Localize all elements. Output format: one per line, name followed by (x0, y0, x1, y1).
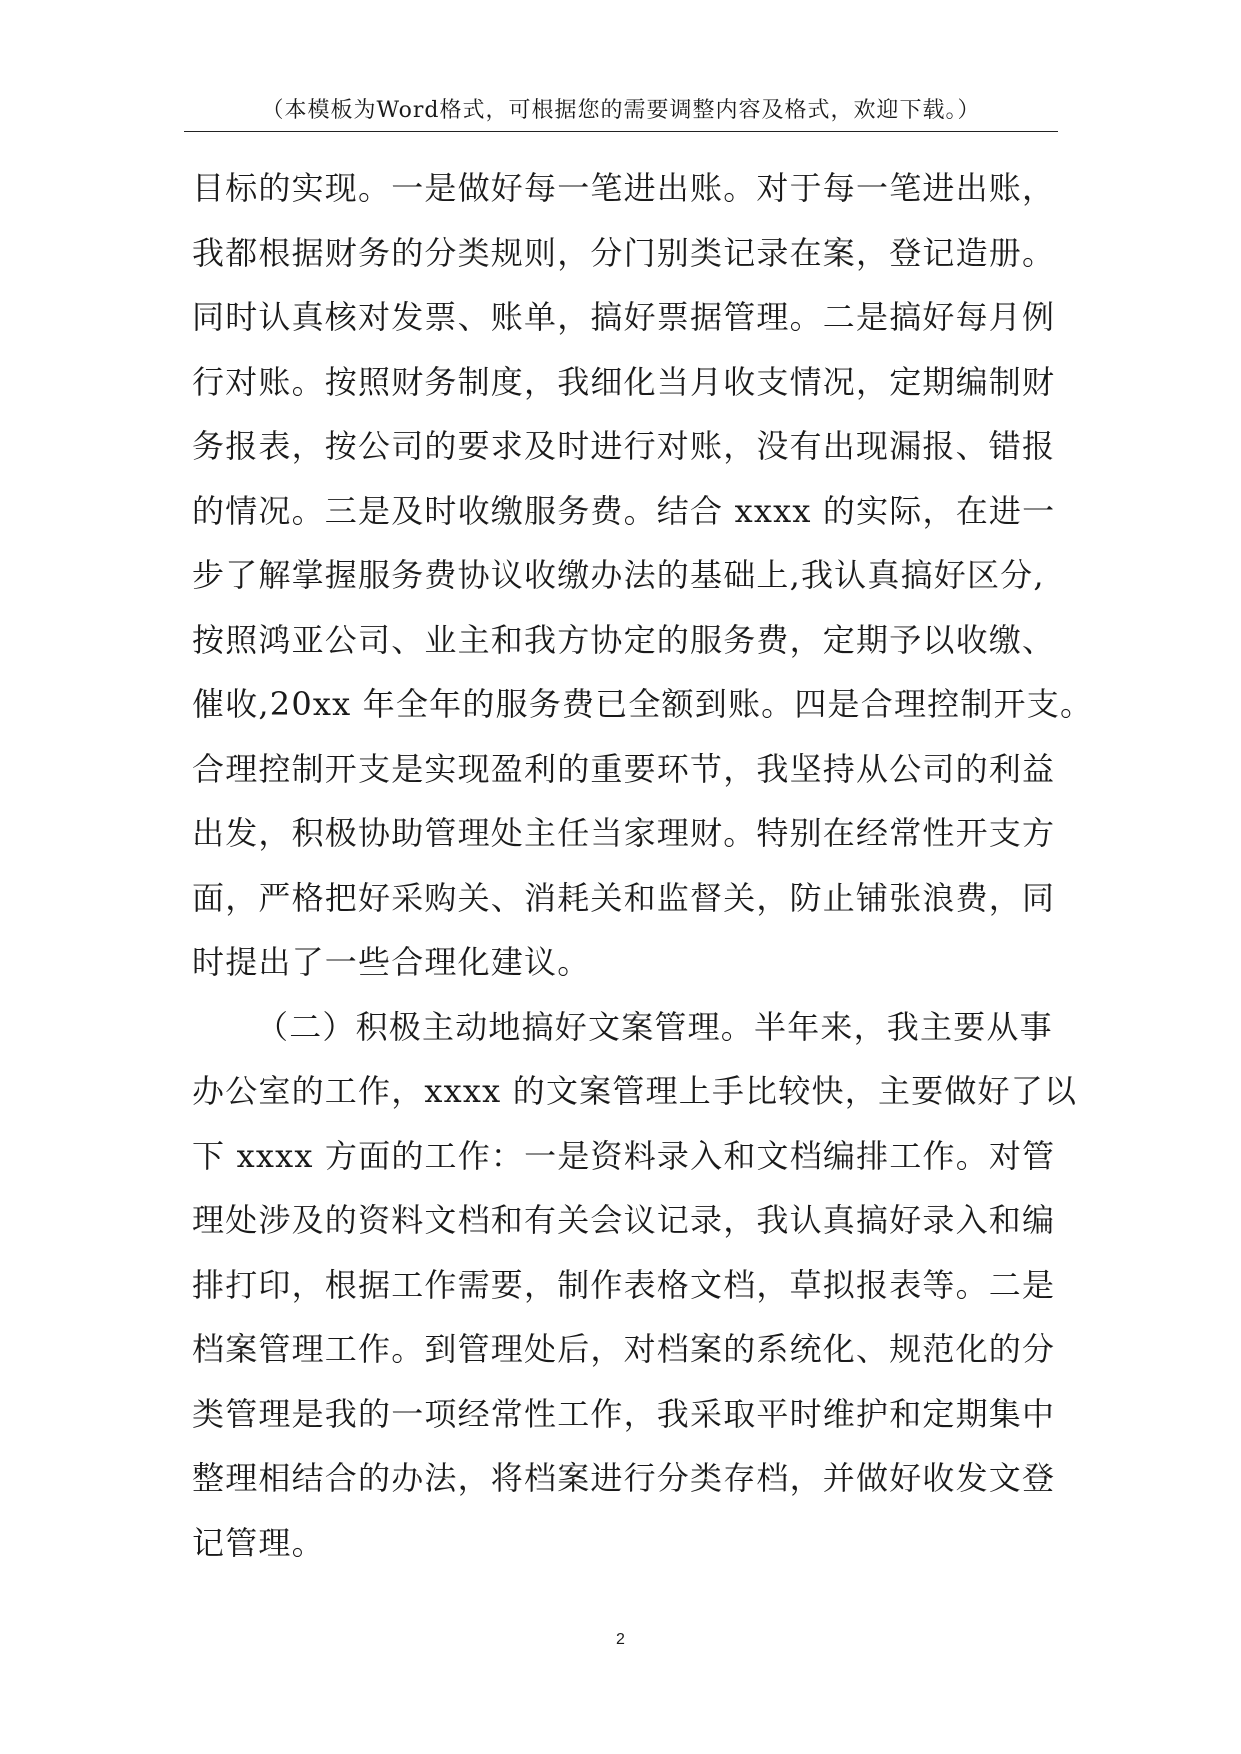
header-divider (184, 131, 1058, 132)
text-line: 整理相结合的办法，将档案进行分类存档，并做好收发文登 (192, 1459, 1056, 1497)
document-body (192, 156, 1094, 1575)
text-line: 催收,20xx 年全年的服务费已全额到账。四是合理控制开支。 (192, 685, 1094, 723)
text-line: （二）积极主动地搞好文案管理。半年来，我主要从事 (256, 1007, 1053, 1046)
text-line: 理处涉及的资料文档和有关会议记录，我认真搞好录入和编 (192, 1201, 1056, 1239)
text-line: 目标的实现。一是做好每一笔进出账。对于每一笔进出账， (192, 169, 1056, 207)
text-line: 面，严格把好采购关、消耗关和监督关，防止铺张浪费，同 (192, 878, 1056, 917)
text-line: 合理控制开支是实现盈利的重要环节，我坚持从公司的利益 (192, 749, 1056, 788)
text-line: 我都根据财务的分类规则，分门别类记录在案，登记造册。 (192, 233, 1056, 272)
text-line: 的情况。三是及时收缴服务费。结合 xxxx 的实际，在进一 (192, 491, 1056, 530)
text-line: 步了解掌握服务费协议收缴办法的基础上,我认真搞好区分, (192, 556, 1045, 594)
text-line: 档案管理工作。到管理处后，对档案的系统化、规范化的分 (192, 1330, 1056, 1368)
text-line: 出发，积极协助管理处主任当家理财。特别在经常性开支方 (192, 814, 1056, 852)
text-line: 务报表，按公司的要求及时进行对账，没有出现漏报、错报 (192, 427, 1056, 465)
text-line: 按照鸿亚公司、业主和我方协定的服务费，定期予以收缴、 (192, 620, 1056, 659)
text-line: 行对账。按照财务制度，我细化当月收支情况，定期编制财 (192, 362, 1056, 401)
text-line: 同时认真核对发票、账单，搞好票据管理。二是搞好每月例 (192, 298, 1056, 336)
text-line: 下 xxxx 方面的工作：一是资料录入和文档编排工作。对管 (192, 1136, 1056, 1175)
text-line: 排打印，根据工作需要，制作表格文档，草拟报表等。二是 (192, 1265, 1056, 1304)
page-header: （本模板为Word格式，可根据您的需要调整内容及格式，欢迎下载。） (261, 98, 981, 123)
page-number: 2 (616, 1631, 625, 1648)
text-line: 类管理是我的一项经常性工作，我采取平时维护和定期集中 (192, 1394, 1056, 1433)
text-line: 记管理。 (192, 1523, 325, 1562)
text-line: 时提出了一些合理化建议。 (192, 943, 591, 981)
text-line: 办公室的工作，xxxx 的文案管理上手比较快，主要做好了以 (192, 1072, 1078, 1110)
